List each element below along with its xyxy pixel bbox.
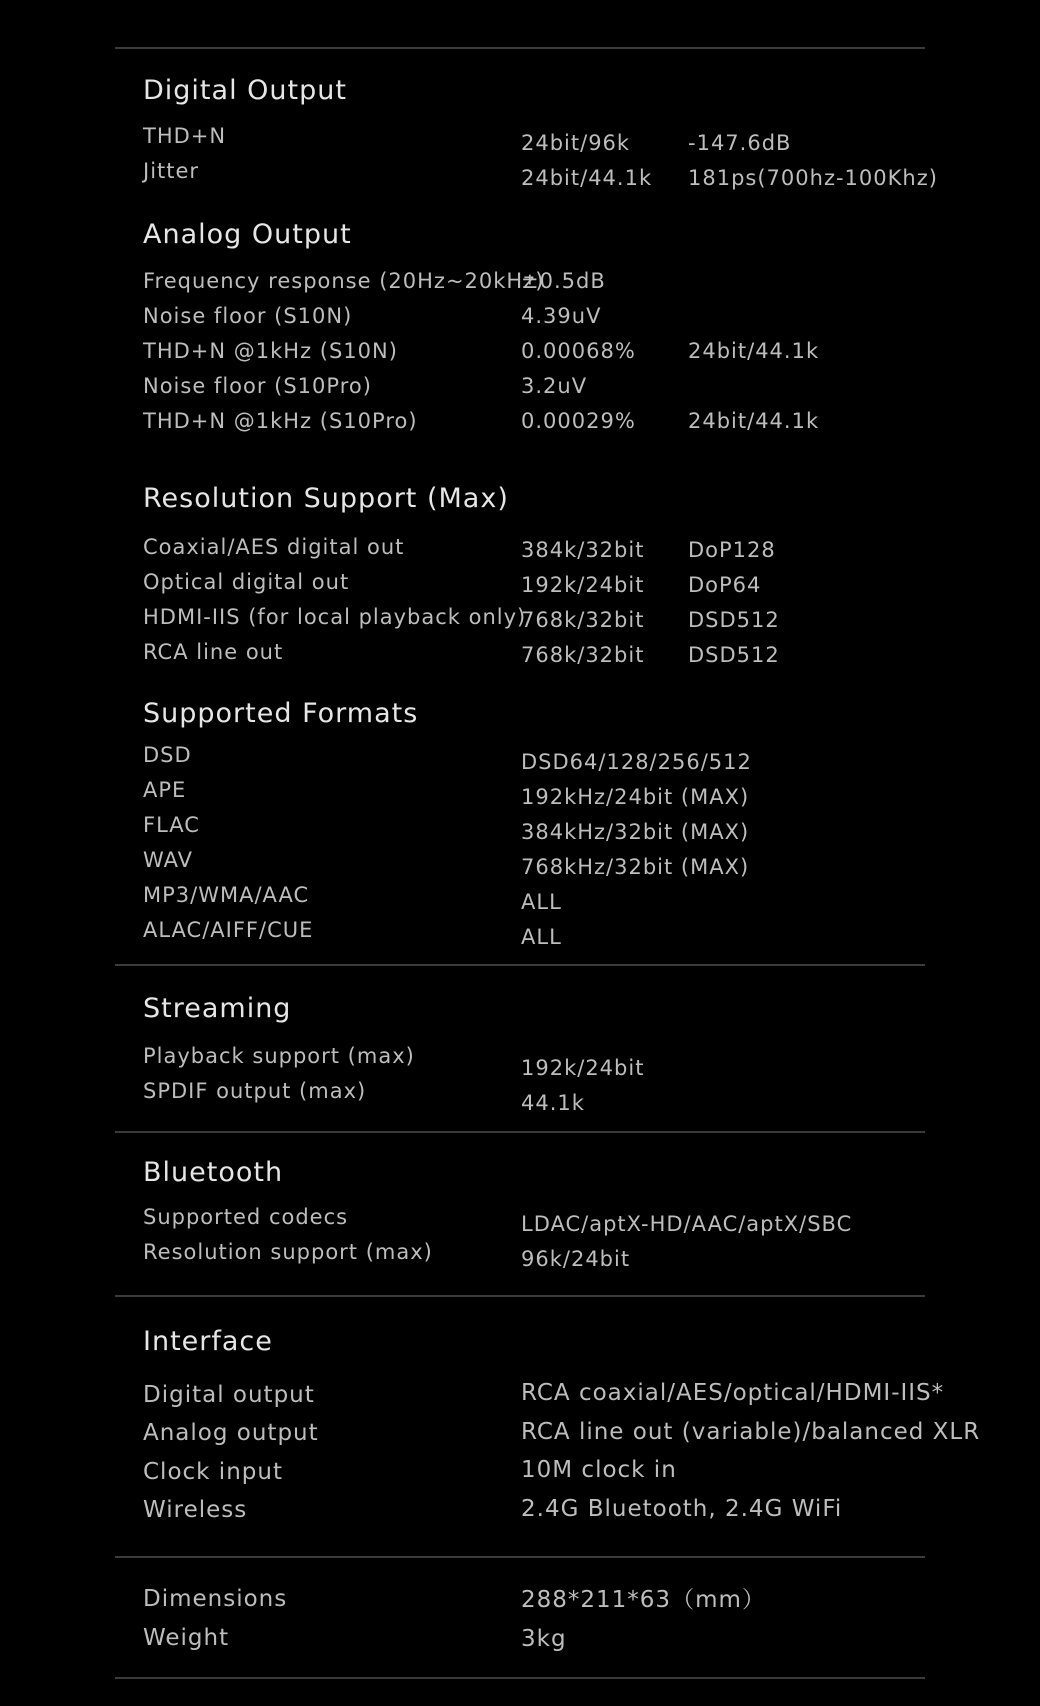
section-title-digital-output: Digital Output [143,75,347,106]
spec-value: 44.1k [521,1091,585,1115]
spec-value: 181ps(700hz-100Khz) [688,166,938,190]
spec-value: 768k/32bit [521,643,645,667]
spec-value: 24bit/44.1k [521,166,653,190]
spec-value: DoP64 [688,573,762,597]
spec-label: THD+N @1kHz (S10N) [143,339,398,363]
spec-label: HDMI-IIS (for local playback only) [143,605,527,629]
spec-label: Wireless [143,1497,248,1523]
spec-label: DSD [143,743,192,767]
spec-value: 96k/24bit [521,1247,631,1271]
spec-value: 768k/32bit [521,608,645,632]
spec-label: Playback support (max) [143,1044,415,1068]
spec-label: Analog output [143,1420,319,1446]
spec-label: Coaxial/AES digital out [143,535,405,559]
spec-label: MP3/WMA/AAC [143,883,310,907]
spec-value: 768kHz/32bit (MAX) [521,855,750,879]
spec-label: Supported codecs [143,1205,349,1229]
spec-value: 24bit/44.1k [688,339,820,363]
spec-value: ±0.5dB [521,269,606,293]
section-title-analog-output: Analog Output [143,219,352,250]
spec-value: 10M clock in [521,1457,677,1483]
section-title-streaming: Streaming [143,993,292,1024]
spec-value: DSD512 [688,608,780,632]
spec-value: 384k/32bit [521,538,645,562]
spec-value: ALL [521,925,562,949]
divider [115,1556,925,1558]
spec-value: 384kHz/32bit (MAX) [521,820,750,844]
spec-label-dimensions: Dimensions [143,1586,288,1612]
spec-value: DSD512 [688,643,780,667]
spec-label: Noise floor (S10N) [143,304,353,328]
spec-value: -147.6dB [688,131,792,155]
spec-label: APE [143,778,187,802]
spec-label-weight: Weight [143,1625,230,1651]
spec-value: RCA line out (variable)/balanced XLR [521,1419,981,1445]
spec-value: 4.39uV [521,304,602,328]
spec-label: WAV [143,848,194,872]
spec-value: ALL [521,890,562,914]
spec-label: THD+N [143,124,227,148]
divider [115,964,925,966]
spec-label: ALAC/AIFF/CUE [143,918,314,942]
divider [115,1295,925,1297]
divider [115,1131,925,1133]
spec-value: 192k/24bit [521,573,645,597]
divider [115,47,925,49]
spec-value: RCA coaxial/AES/optical/HDMI-IIS* [521,1380,945,1406]
spec-label: Clock input [143,1459,283,1485]
spec-label: SPDIF output (max) [143,1079,367,1103]
spec-label: RCA line out [143,640,284,664]
spec-value: 192kHz/24bit (MAX) [521,785,750,809]
spec-label: FLAC [143,813,200,837]
spec-label: Resolution support (max) [143,1240,433,1264]
spec-value: DoP128 [688,538,776,562]
spec-value: 3.2uV [521,374,588,398]
divider [115,1677,925,1679]
spec-value: 24bit/44.1k [688,409,820,433]
spec-value: 24bit/96k [521,131,631,155]
spec-value-dimensions: 288*211*63（mm） [521,1587,766,1613]
spec-value-weight: 3kg [521,1626,567,1652]
spec-value: 0.00068% [521,339,636,363]
spec-label: Optical digital out [143,570,350,594]
spec-value: DSD64/128/256/512 [521,750,752,774]
spec-label: Frequency response (20Hz~20kHz) [143,269,545,293]
spec-value: 0.00029% [521,409,636,433]
spec-label: THD+N @1kHz (S10Pro) [143,409,418,433]
spec-label: Jitter [143,159,200,183]
section-title-bluetooth: Bluetooth [143,1157,284,1188]
spec-label: Digital output [143,1382,315,1408]
spec-value: 192k/24bit [521,1056,645,1080]
section-title-resolution-support: Resolution Support (Max) [143,483,509,514]
spec-value: 2.4G Bluetooth, 2.4G WiFi [521,1496,843,1522]
section-title-interface: Interface [143,1326,273,1357]
spec-value: LDAC/aptX-HD/AAC/aptX/SBC [521,1212,853,1236]
section-title-supported-formats: Supported Formats [143,698,419,729]
spec-label: Noise floor (S10Pro) [143,374,372,398]
